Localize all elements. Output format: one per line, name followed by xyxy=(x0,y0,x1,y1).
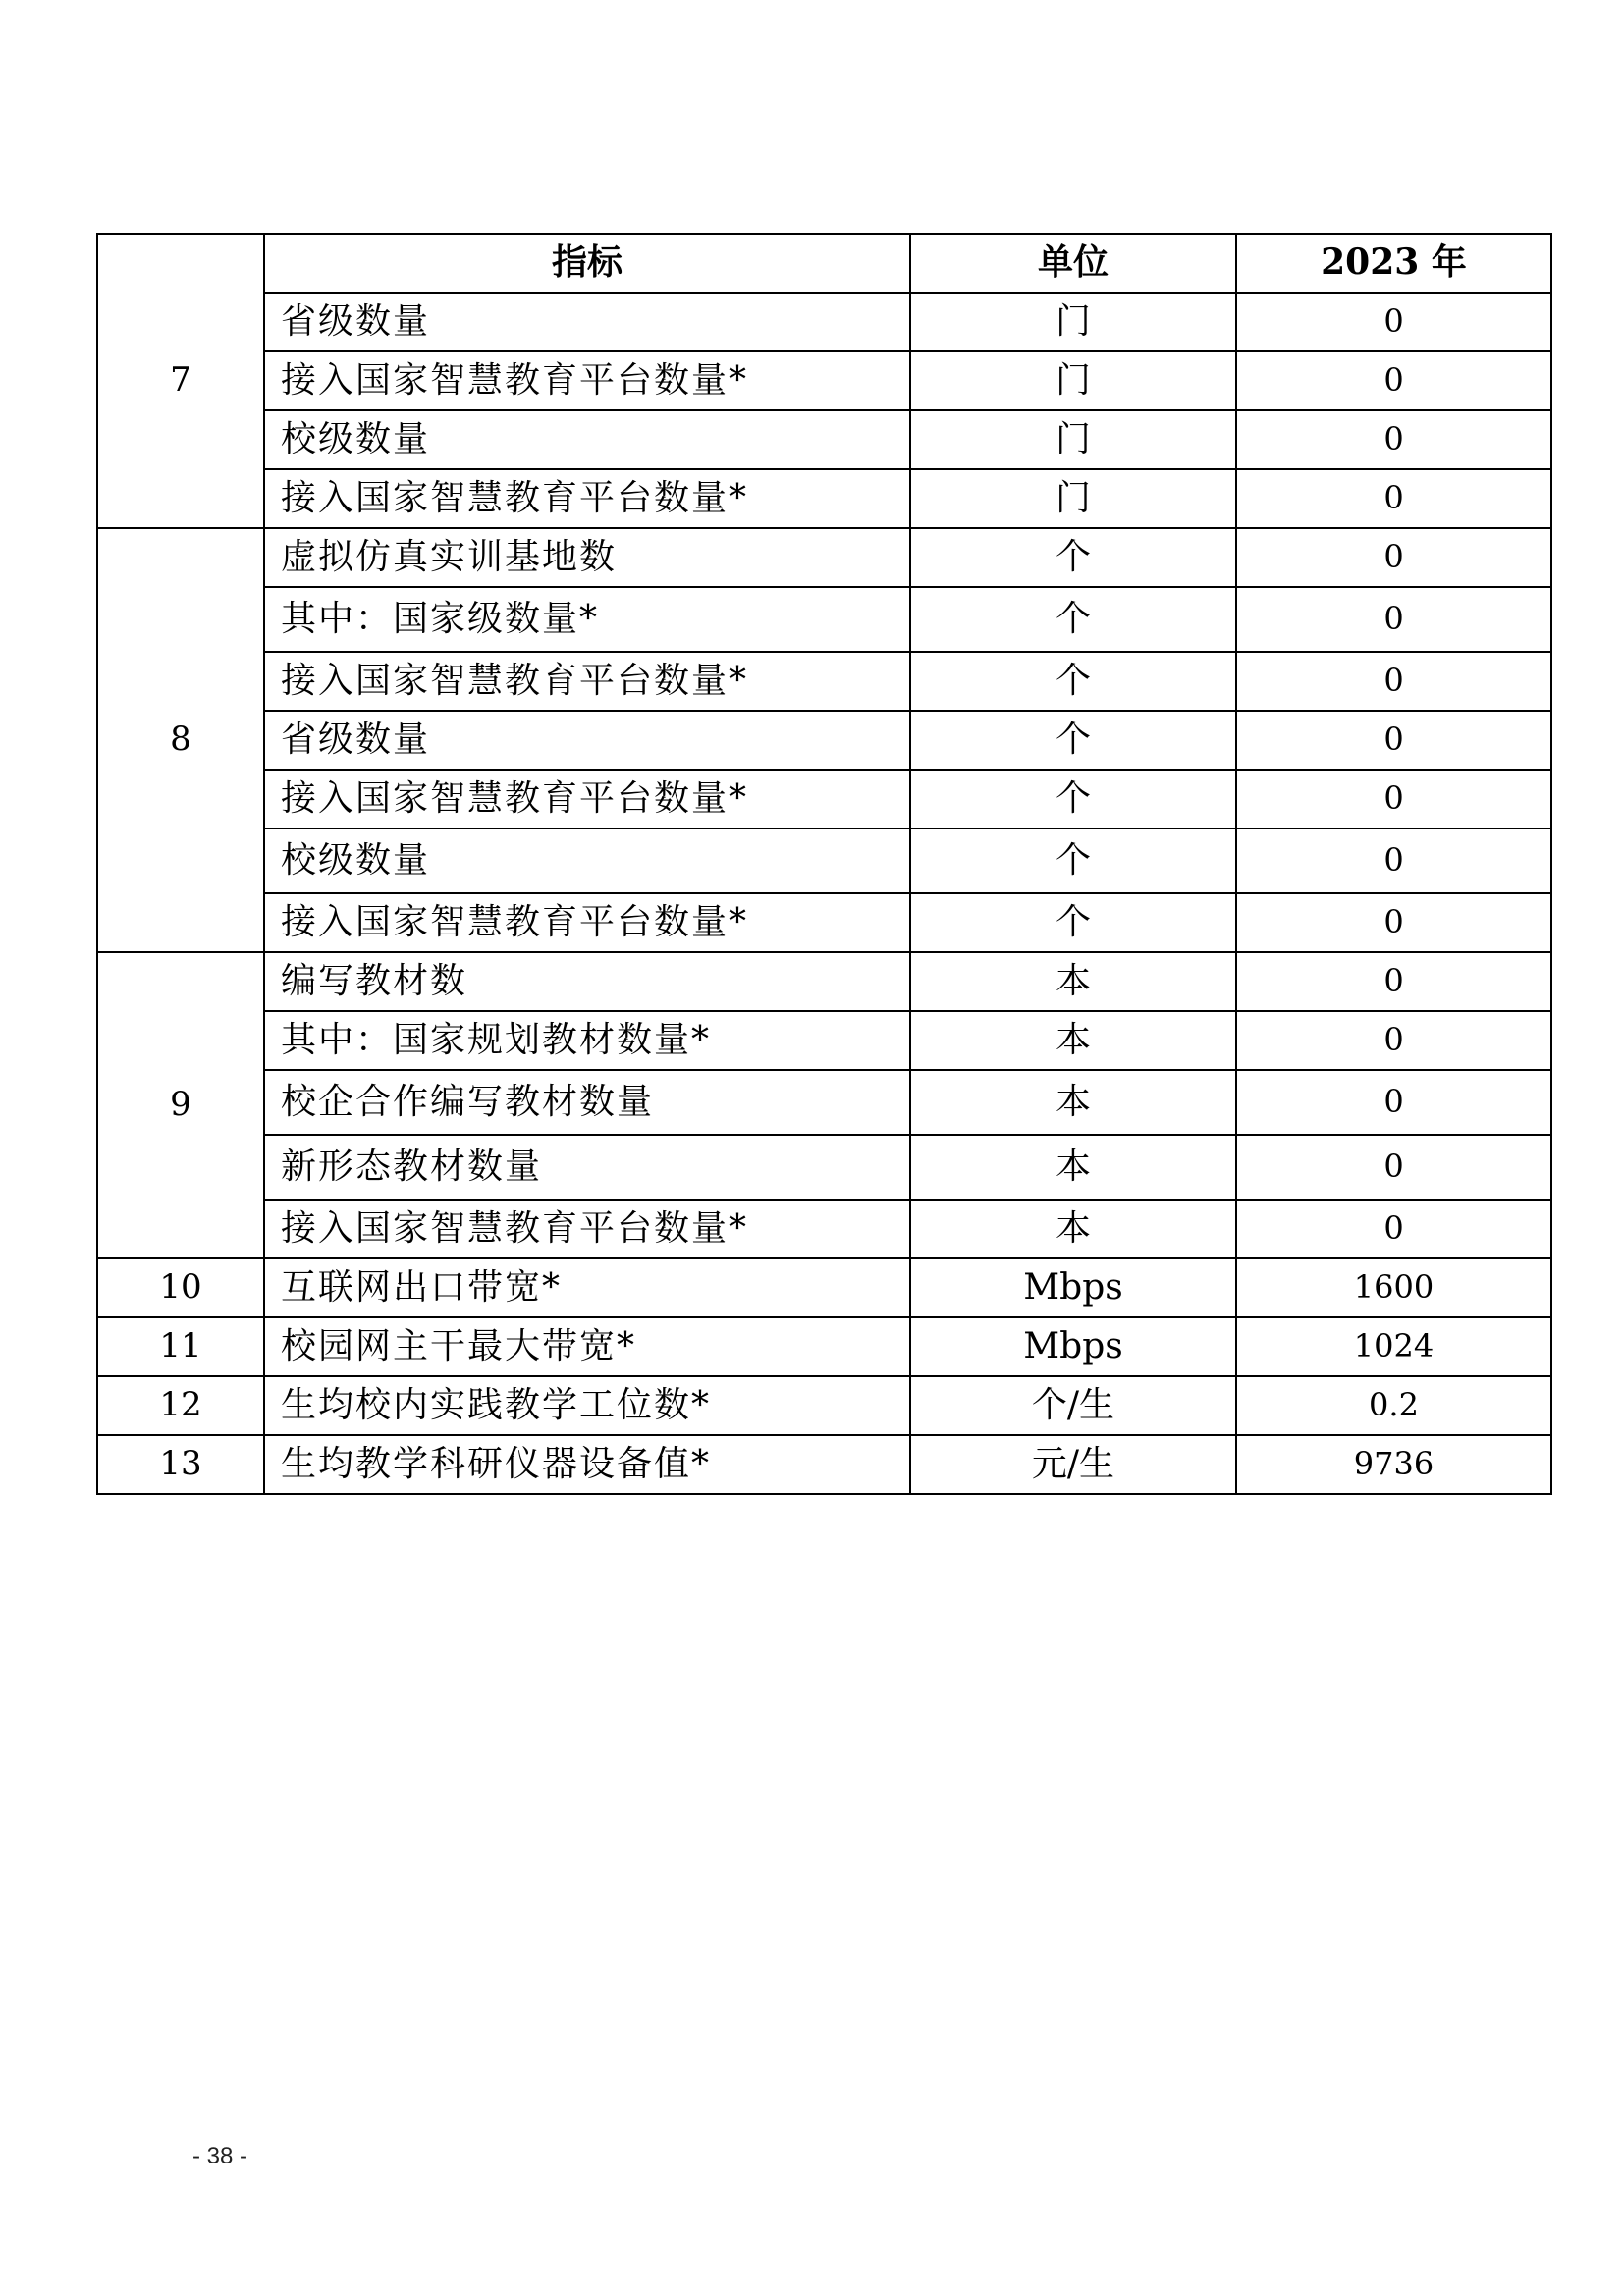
header-value: 2023 年 xyxy=(1236,234,1551,293)
table-row xyxy=(97,528,1551,587)
value-cell: 0 xyxy=(1236,1135,1551,1200)
table-row xyxy=(97,1200,1551,1258)
indicator-cell: 接入国家智慧教育平台数量* xyxy=(264,770,910,828)
value-cell: 0 xyxy=(1236,1011,1551,1070)
unit-cell: 个 xyxy=(910,587,1236,652)
value-cell: 0 xyxy=(1236,587,1551,652)
unit-cell: 个 xyxy=(910,711,1236,770)
table-header-row xyxy=(97,234,1551,293)
unit-cell: 本 xyxy=(910,1011,1236,1070)
table-row xyxy=(97,351,1551,410)
value-cell: 0 xyxy=(1236,1200,1551,1258)
unit-cell: 本 xyxy=(910,1070,1236,1135)
unit-cell: 个/生 xyxy=(910,1376,1236,1435)
table-body xyxy=(97,234,1551,1494)
indicator-cell: 接入国家智慧教育平台数量* xyxy=(264,1200,910,1258)
unit-cell: 本 xyxy=(910,1200,1236,1258)
table-row xyxy=(97,1070,1551,1135)
value-cell: 0 xyxy=(1236,469,1551,528)
indicator-cell: 接入国家智慧教育平台数量* xyxy=(264,652,910,711)
indicator-cell: 接入国家智慧教育平台数量* xyxy=(264,351,910,410)
value-cell: 0 xyxy=(1236,410,1551,469)
value-cell: 0 xyxy=(1236,711,1551,770)
unit-cell: 个 xyxy=(910,528,1236,587)
indicator-cell: 接入国家智慧教育平台数量* xyxy=(264,893,910,952)
seq-cell: 7 xyxy=(97,234,264,528)
table-row xyxy=(97,1317,1551,1376)
value-cell: 0 xyxy=(1236,770,1551,828)
indicator-cell: 其中：国家级数量* xyxy=(264,587,910,652)
unit-cell: 门 xyxy=(910,410,1236,469)
value-cell: 0 xyxy=(1236,1070,1551,1135)
indicator-cell: 校企合作编写教材数量 xyxy=(264,1070,910,1135)
table-row xyxy=(97,770,1551,828)
seq-cell: 9 xyxy=(97,952,264,1258)
header-indicator: 指标 xyxy=(264,234,910,293)
table-row xyxy=(97,1135,1551,1200)
value-cell: 0 xyxy=(1236,652,1551,711)
unit-cell: 门 xyxy=(910,293,1236,351)
value-cell: 0 xyxy=(1236,828,1551,893)
table-row xyxy=(97,469,1551,528)
indicator-cell: 接入国家智慧教育平台数量* xyxy=(264,469,910,528)
seq-cell: 8 xyxy=(97,528,264,952)
indicator-cell: 校园网主干最大带宽* xyxy=(264,1317,910,1376)
indicator-cell: 编写教材数 xyxy=(264,952,910,1011)
unit-cell: 门 xyxy=(910,469,1236,528)
table-row xyxy=(97,828,1551,893)
table-row xyxy=(97,1376,1551,1435)
unit-cell: 门 xyxy=(910,351,1236,410)
unit-cell: 个 xyxy=(910,828,1236,893)
value-cell: 0 xyxy=(1236,952,1551,1011)
table-row xyxy=(97,410,1551,469)
value-cell: 0 xyxy=(1236,351,1551,410)
seq-cell: 13 xyxy=(97,1435,264,1494)
table-row xyxy=(97,952,1551,1011)
unit-cell: 个 xyxy=(910,893,1236,952)
value-cell: 0 xyxy=(1236,893,1551,952)
seq-cell: 12 xyxy=(97,1376,264,1435)
table-row xyxy=(97,293,1551,351)
seq-cell: 10 xyxy=(97,1258,264,1317)
header-unit: 单位 xyxy=(910,234,1236,293)
table-row xyxy=(97,893,1551,952)
unit-cell: 个 xyxy=(910,652,1236,711)
indicator-cell: 生均校内实践教学工位数* xyxy=(264,1376,910,1435)
table-row xyxy=(97,1435,1551,1494)
unit-cell: Mbps xyxy=(910,1258,1236,1317)
table-row xyxy=(97,652,1551,711)
seq-cell: 11 xyxy=(97,1317,264,1376)
page-number: - 38 - xyxy=(192,2143,248,2169)
unit-cell: Mbps xyxy=(910,1317,1236,1376)
indicator-table xyxy=(96,233,1552,1495)
value-cell: 1600 xyxy=(1236,1258,1551,1317)
unit-cell: 元/生 xyxy=(910,1435,1236,1494)
indicator-cell: 其中：国家规划教材数量* xyxy=(264,1011,910,1070)
indicator-cell: 互联网出口带宽* xyxy=(264,1258,910,1317)
indicator-cell: 省级数量 xyxy=(264,293,910,351)
unit-cell: 本 xyxy=(910,1135,1236,1200)
value-cell: 1024 xyxy=(1236,1317,1551,1376)
table-row xyxy=(97,587,1551,652)
indicator-cell: 校级数量 xyxy=(264,410,910,469)
unit-cell: 个 xyxy=(910,770,1236,828)
indicator-cell: 生均教学科研仪器设备值* xyxy=(264,1435,910,1494)
indicator-cell: 校级数量 xyxy=(264,828,910,893)
indicator-cell: 虚拟仿真实训基地数 xyxy=(264,528,910,587)
value-cell: 0.2 xyxy=(1236,1376,1551,1435)
value-cell: 0 xyxy=(1236,528,1551,587)
indicator-cell: 新形态教材数量 xyxy=(264,1135,910,1200)
table-row xyxy=(97,711,1551,770)
value-cell: 0 xyxy=(1236,293,1551,351)
table-row xyxy=(97,1011,1551,1070)
table-row xyxy=(97,1258,1551,1317)
unit-cell: 本 xyxy=(910,952,1236,1011)
value-cell: 9736 xyxy=(1236,1435,1551,1494)
indicator-cell: 省级数量 xyxy=(264,711,910,770)
